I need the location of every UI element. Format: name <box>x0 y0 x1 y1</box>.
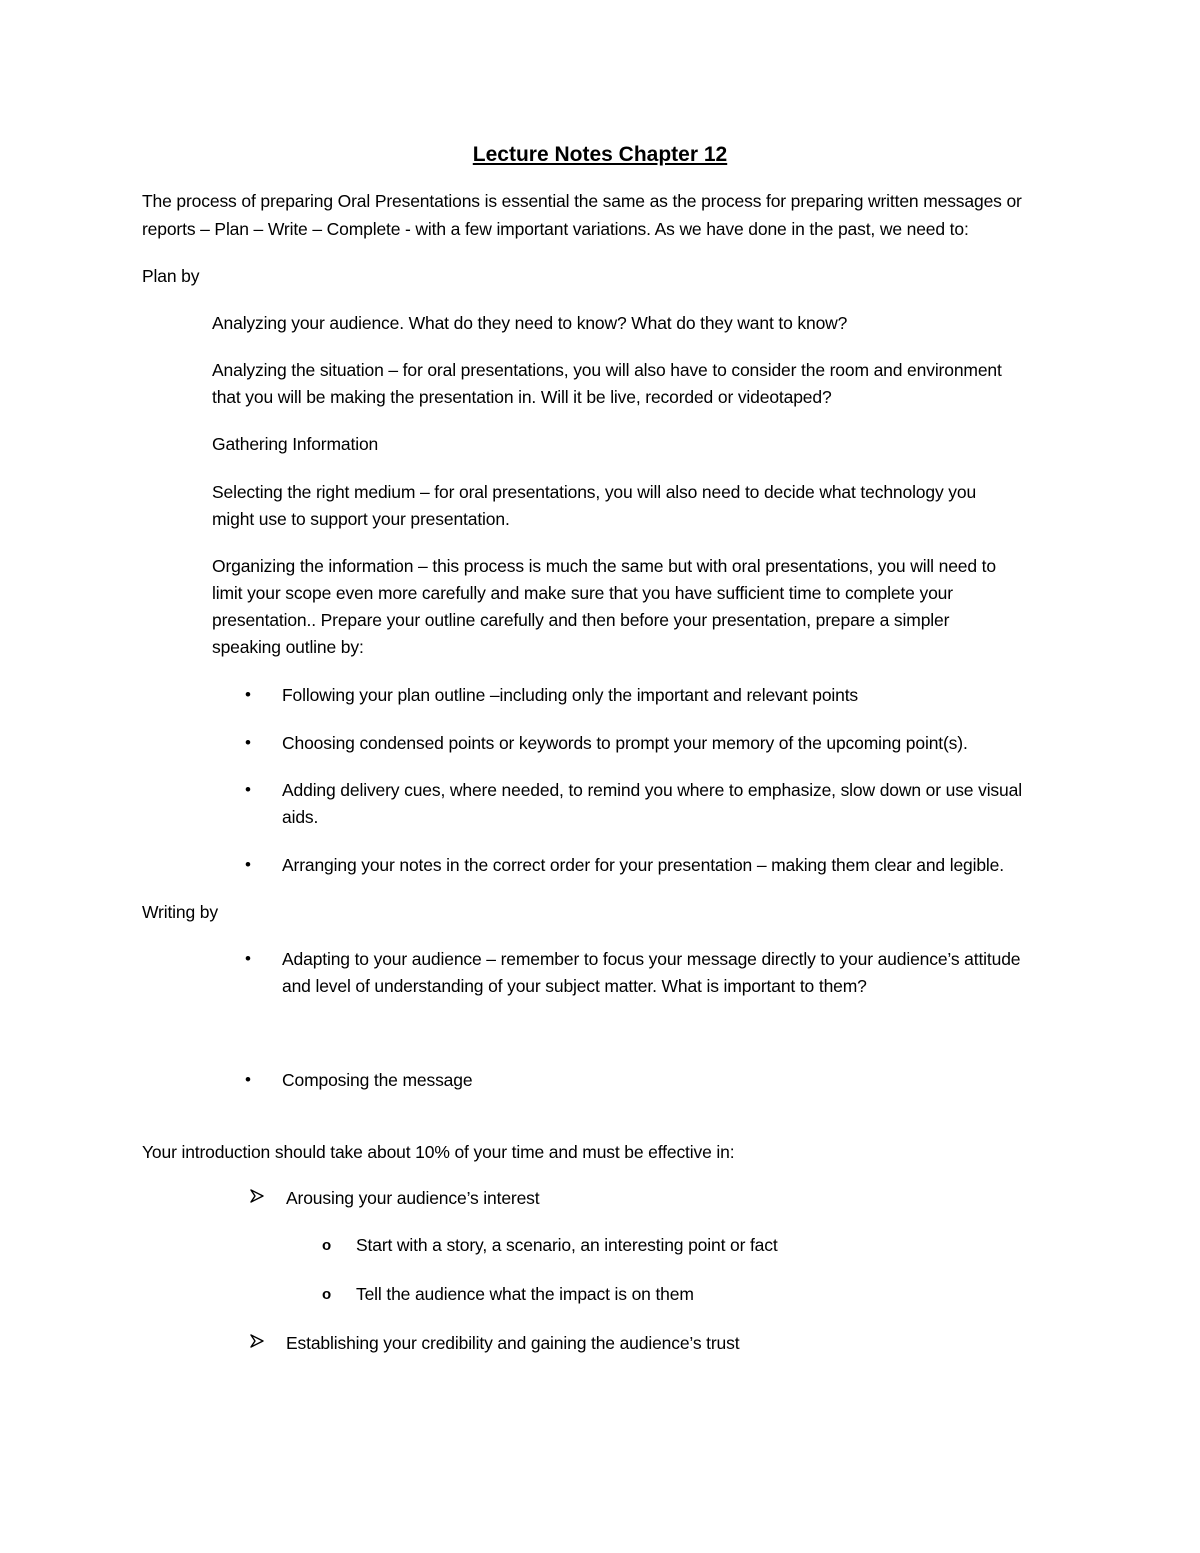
writing-bullet-2: Composing the message <box>282 1070 473 1090</box>
outline-bullet-1: Following your plan outline –including only the important and relevant points <box>282 685 859 705</box>
writing-heading: Writing by <box>142 902 218 922</box>
intro-sub-item-2: Tell the audience what the impact is on them <box>356 1284 694 1304</box>
plan-item-medium-line-2: might use to support your presentation. <box>212 509 510 529</box>
plan-item-audience: Analyzing your audience. What do they need to know? What do they want to know? <box>212 313 848 333</box>
arrow-right-icon <box>250 1334 264 1348</box>
intro-item-credibility: Establishing your credibility and gaining the audience’s trust <box>286 1333 740 1353</box>
bullet-icon: • <box>245 733 251 752</box>
introduction-heading: Your introduction should take about 10% of your time and must be effective in: <box>142 1142 735 1162</box>
bullet-icon: • <box>245 855 251 874</box>
plan-item-organizing-line-3: presentation.. Prepare your outline carefully and then before your presentation, prepare a simpler <box>212 610 950 630</box>
outline-bullet-3-line-2: aids. <box>282 807 319 827</box>
plan-item-organizing-line-1: Organizing the information – this process is much the same but with oral presentations, you will need to <box>212 556 996 576</box>
plan-item-situation-line-2: that you will be making the presentation in. Will it be live, recorded or videotaped? <box>212 387 832 407</box>
page-title: Lecture Notes Chapter 12 <box>472 143 728 166</box>
writing-bullet-1-line-2: and level of understanding of your subject matter. What is important to them? <box>282 976 867 996</box>
intro-sub-item-1: Start with a story, a scenario, an interesting point or fact <box>356 1235 778 1255</box>
sub-bullet-icon: o <box>322 1237 332 1254</box>
bullet-icon: • <box>245 685 251 704</box>
bullet-icon: • <box>245 949 251 968</box>
intro-item-arousing: Arousing your audience’s interest <box>286 1188 540 1208</box>
plan-item-organizing-line-4: speaking outline by: <box>212 637 364 657</box>
arrow-right-icon <box>250 1189 264 1203</box>
sub-bullet-icon: o <box>322 1286 332 1303</box>
bullet-icon: • <box>245 780 251 799</box>
plan-item-gathering: Gathering Information <box>212 434 379 454</box>
intro-line-2: reports – Plan – Write – Complete - with a few important variations. As we have done in the past, we need to: <box>142 219 969 239</box>
outline-bullet-3-line-1: Adding delivery cues, where needed, to remind you where to emphasize, slow down or use visual <box>282 780 1022 800</box>
plan-item-medium-line-1: Selecting the right medium – for oral presentations, you will also need to decide what technology you <box>212 482 977 502</box>
outline-bullet-4: Arranging your notes in the correct order for your presentation – making them clear and legible. <box>282 855 1004 875</box>
plan-item-situation-line-1: Analyzing the situation – for oral presentations, you will also have to consider the room and environment <box>212 360 1002 380</box>
intro-line-1: The process of preparing Oral Presentations is essential the same as the process for preparing written messages or <box>142 191 1022 211</box>
outline-bullet-2: Choosing condensed points or keywords to prompt your memory of the upcoming point(s). <box>282 733 968 753</box>
bullet-icon: • <box>245 1070 251 1089</box>
plan-item-organizing-line-2: limit your scope even more carefully and make sure that you have sufficient time to complete your <box>212 583 953 603</box>
writing-bullet-1-line-1: Adapting to your audience – remember to focus your message directly to your audience’s attitude <box>282 949 1021 969</box>
plan-heading: Plan by <box>142 266 200 286</box>
